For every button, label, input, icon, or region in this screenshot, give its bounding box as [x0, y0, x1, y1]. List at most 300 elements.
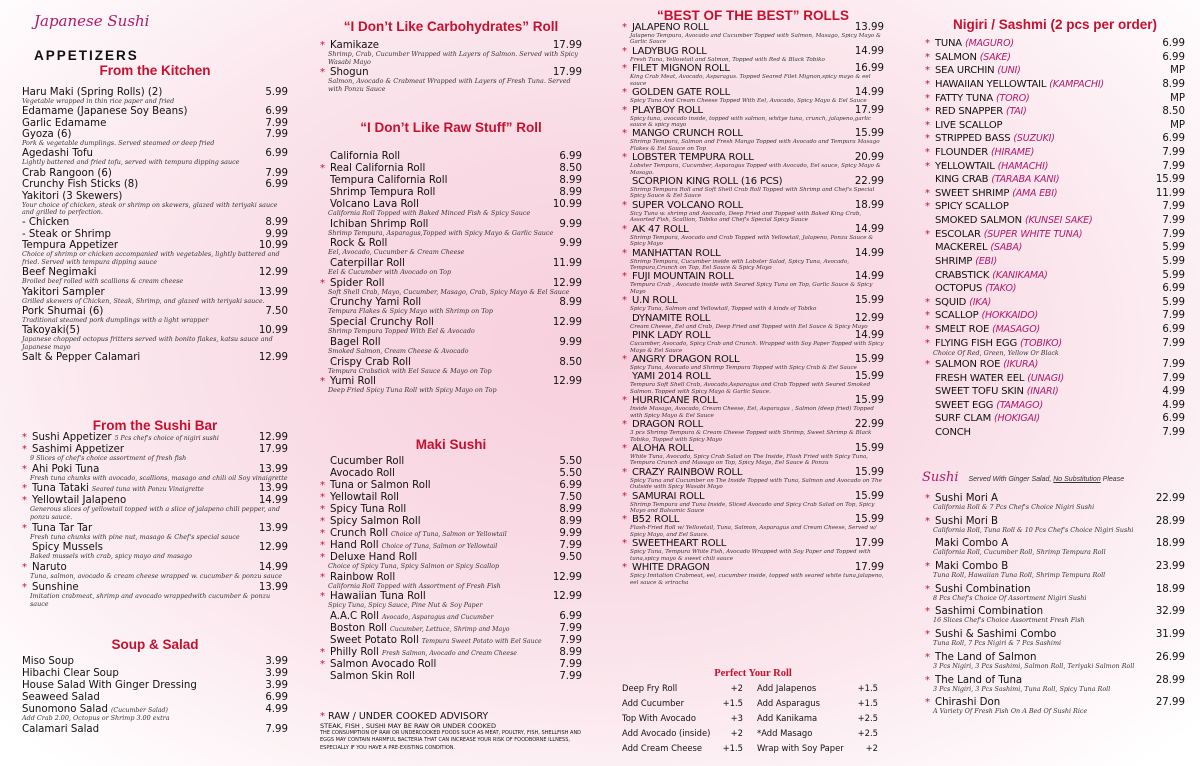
- item-description: Tuna Roll, 7 Pcs Nigiri & 7 Pcs Sashimi: [933, 639, 1062, 648]
- item-name: A.A.C Roll: [330, 611, 379, 623]
- item-name: Spider Roll: [330, 277, 385, 289]
- menu-item: [320, 528, 582, 539]
- menu-item: [622, 354, 884, 371]
- appetizers-heading: APPETIZERS: [34, 48, 139, 63]
- maki-list: [320, 456, 582, 683]
- menu-item: [22, 325, 288, 351]
- menu-item: [320, 492, 582, 503]
- item-price: 15.99: [1155, 174, 1185, 186]
- item-name-group: [622, 295, 678, 306]
- item-price: 7.99: [1162, 427, 1185, 439]
- menu-item: [22, 287, 288, 306]
- item-name: AK 47 ROLL: [632, 223, 689, 235]
- menu-item: [925, 51, 1185, 65]
- menu-item: [320, 671, 582, 682]
- item-name: Takoyaki(5): [22, 324, 80, 336]
- item-description: California Roll Topped with Baked Minced Fish & Spicy Sauce: [328, 209, 531, 217]
- menu-item-row: [320, 659, 582, 670]
- menu-item-row: [622, 87, 884, 98]
- item-price: MP: [1170, 92, 1185, 104]
- item-name-group: [622, 313, 710, 324]
- menu-item: [320, 516, 582, 527]
- item-name: Yellowtail Jalapeno: [32, 495, 127, 507]
- item-price: 5.50: [559, 468, 582, 479]
- item-name: Sushi Appetizer: [32, 432, 112, 443]
- item-name: Salt & Pepper Calamari: [22, 351, 141, 363]
- item-price: 13.99: [258, 463, 288, 475]
- menu-item-row: [320, 516, 582, 527]
- raw-star-icon: *: [22, 463, 27, 475]
- item-name-group: [622, 248, 720, 259]
- item-name: SWEET EGG: [935, 399, 994, 411]
- menu-item: [622, 248, 884, 272]
- item-name: ALOHA ROLL: [632, 442, 694, 454]
- item-price: 7.99: [265, 129, 288, 141]
- item-price: 7.99: [1162, 310, 1185, 322]
- item-price: MP: [1170, 119, 1185, 131]
- item-name: HAWAIIAN YELLOWTAIL: [935, 78, 1047, 90]
- item-japanese-name: (SUPER WHITE TUNA): [983, 228, 1083, 240]
- item-name-group: [622, 46, 707, 57]
- menu-item: [22, 704, 288, 723]
- item-name: KING CRAB: [935, 174, 989, 186]
- menu-item: [622, 46, 884, 63]
- item-name: Cucumber Roll: [330, 456, 405, 467]
- menu-item: [622, 467, 884, 491]
- item-name-group: [622, 514, 679, 525]
- menu-item-row: [925, 64, 1185, 78]
- item-description: Inside Masago, Avocado, Cream Cheese, Eel, Asparagus , Salmon (deep fried) Topped with Spicy Mayo & Eel Sauce: [630, 406, 874, 419]
- menu-item-row: [22, 179, 288, 190]
- menu-item: [320, 376, 582, 395]
- raw-star-icon: *: [320, 376, 325, 388]
- item-price: 13.99: [258, 483, 288, 495]
- item-inline-description: Seared tuna with Ponzu Vinaigrette: [91, 486, 204, 494]
- menu-item: [320, 219, 582, 238]
- item-name: Haru Maki (Spring Rolls) (2): [22, 87, 163, 98]
- item-name: CRABSTICK: [935, 269, 990, 281]
- menu-item: [925, 629, 1185, 648]
- menu-item: [320, 357, 582, 376]
- item-price: 23.99: [1155, 561, 1185, 573]
- item-description: Japanese chopped octopus fritters served with bonito flakes, katsu sauce and Japanese mayo: [22, 334, 273, 351]
- item-price: 4.99: [265, 704, 288, 715]
- item-price: 15.99: [854, 128, 884, 140]
- menu-item-row: [925, 51, 1185, 65]
- menu-item-row: [320, 623, 582, 634]
- raw-star-icon: *: [22, 581, 27, 593]
- raw-star-icon: *: [22, 432, 27, 443]
- item-price: 7.99: [1162, 160, 1185, 172]
- addon-item: [757, 713, 878, 723]
- menu-item: [622, 330, 884, 354]
- item-price: 8.99: [559, 175, 582, 186]
- raw-star-icon: *: [925, 296, 930, 308]
- item-price: 15.99: [854, 466, 884, 478]
- menu-item-row: [622, 538, 884, 549]
- item-price: 7.99: [265, 117, 288, 129]
- item-name: Rock & Roll: [330, 238, 388, 250]
- item-price: 31.99: [1155, 629, 1185, 641]
- item-name-group: [622, 152, 754, 163]
- menu-item: [622, 87, 884, 104]
- menu-item: [622, 176, 884, 200]
- item-name-group: [622, 491, 704, 502]
- item-price: 14.99: [258, 562, 288, 574]
- item-price: 22.99: [1155, 493, 1185, 504]
- item-name: Naruto: [32, 562, 67, 574]
- item-price: 18.99: [1155, 538, 1185, 550]
- item-name: DYNAMITE ROLL: [632, 312, 711, 324]
- menu-item-row: [320, 151, 582, 162]
- item-price: 8.50: [559, 163, 582, 174]
- item-name: FRESH WATER EEL: [935, 372, 1025, 384]
- item-description: Generous slices of yellowtail topped with a slice of jalapeno chili pepper, and ponzu sauce.: [30, 505, 280, 522]
- raw-star-icon: *: [925, 324, 930, 335]
- item-price: 8.99: [559, 647, 582, 659]
- item-japanese-name: (TAI): [1005, 106, 1027, 118]
- item-name-group: [925, 399, 1043, 413]
- item-price: 26.99: [1155, 651, 1185, 663]
- menu-item-row: [22, 106, 288, 117]
- raw-star-icon: *: [925, 358, 930, 370]
- raw-star-icon: *: [22, 483, 27, 495]
- item-price: 6.99: [265, 179, 288, 191]
- item-price: 4.99: [1162, 386, 1185, 398]
- item-name-group: [925, 146, 1034, 160]
- item-name: Avocado Roll: [330, 468, 395, 479]
- section-title-maki: Maki Sushi: [415, 437, 487, 452]
- menu-item: [622, 491, 884, 515]
- addon-name: Add Cucumber: [622, 698, 685, 708]
- item-name-group: [22, 668, 119, 679]
- menu-item: [622, 514, 884, 538]
- menu-item-row: [925, 105, 1185, 119]
- item-price: 13.99: [854, 22, 884, 33]
- menu-item-row: [320, 492, 582, 503]
- menu-item: [320, 480, 582, 491]
- addon-price: +1.5: [857, 698, 878, 708]
- menu-item-row: [22, 287, 288, 298]
- item-name-group: [22, 191, 122, 202]
- raw-star-icon: *: [925, 187, 930, 199]
- item-name: Tuna or Salmon Roll: [330, 480, 431, 491]
- menu-item-row: [22, 229, 288, 240]
- item-name: Pork Shumai (6): [22, 305, 104, 317]
- item-name: GOLDEN GATE ROLL: [632, 87, 731, 99]
- menu-item: [622, 443, 884, 467]
- menu-item-row: [22, 668, 288, 679]
- menu-item-row: [925, 358, 1185, 372]
- item-name: Beef Negimaki: [22, 267, 97, 279]
- item-price: 6.99: [559, 611, 582, 623]
- section-title-kitchen: From the Kitchen: [99, 63, 211, 78]
- item-name-group: [320, 623, 509, 634]
- item-price: 17.99: [854, 538, 884, 550]
- raw-star-icon: *: [925, 674, 930, 686]
- item-description: Tempura Soft Shell Crab, Avocado,Asparagus and Crab Topped with Seared Smoked Salmon. Topped with Spicy Mayo & Garlic Sauce.: [630, 382, 871, 395]
- menu-item: [622, 313, 884, 330]
- menu-item-row: [925, 241, 1185, 255]
- menu-item-row: [925, 132, 1185, 146]
- menu-item-row: [925, 160, 1185, 174]
- item-description: 3 Pcs Nigiri, 3 Pcs Sashimi, Tuna Roll, Spicy Tuna Roll: [933, 684, 1111, 693]
- addon-name: Wrap with Soy Paper: [757, 743, 844, 753]
- item-name-group: [320, 163, 425, 174]
- menu-item-row: [320, 647, 582, 658]
- item-price: 20.99: [854, 152, 884, 164]
- item-name-group: [925, 214, 1093, 228]
- item-japanese-name: (INARI): [1026, 386, 1059, 398]
- item-inline-description: Cucumber, Lettuce, Shrimp and Mayo: [389, 626, 510, 634]
- item-name-group: [320, 456, 404, 467]
- item-name-group: [22, 168, 112, 179]
- item-japanese-name: (HAMACHI): [997, 160, 1049, 172]
- menu-item-row: [22, 692, 288, 703]
- column-rolls: [320, 0, 582, 766]
- item-name: Tempura Appetizer: [22, 240, 119, 252]
- menu-item: [925, 309, 1185, 323]
- item-price: 12.99: [258, 267, 288, 279]
- item-price: 14.99: [854, 87, 884, 99]
- raw-star-icon: *: [622, 514, 627, 526]
- menu-item: [320, 468, 582, 479]
- menu-item-row: [622, 128, 884, 139]
- item-price: 9.99: [265, 228, 288, 240]
- menu-item: [320, 297, 582, 316]
- menu-item: [22, 168, 288, 179]
- item-name-group: [622, 395, 718, 406]
- item-price: 8.99: [1162, 78, 1185, 90]
- item-price: 12.99: [854, 312, 884, 324]
- menu-item: [320, 611, 582, 622]
- raw-star-icon: *: [925, 337, 930, 349]
- item-name-group: [22, 692, 100, 703]
- item-price: 15.99: [854, 490, 884, 502]
- item-name: Hibachi Clear Soup: [22, 668, 119, 679]
- item-name-group: [22, 352, 140, 363]
- item-japanese-name: (TARABA KANI): [991, 174, 1060, 186]
- item-name-group: [925, 51, 1011, 65]
- item-name-group: [320, 175, 447, 186]
- menu-item-row: [925, 296, 1185, 310]
- item-price: 13.99: [258, 522, 288, 534]
- item-name: Shogun: [330, 67, 369, 79]
- menu-item: [22, 87, 288, 106]
- item-japanese-name: (KANIKAMA): [992, 269, 1048, 281]
- raw-star-icon: *: [925, 629, 930, 641]
- item-price: 15.99: [854, 353, 884, 365]
- item-name: Spicy Mussels: [32, 542, 103, 554]
- item-name: Sashimi Combination: [935, 606, 1044, 618]
- item-japanese-name: (IKURA): [1003, 358, 1039, 370]
- menu-item: [22, 483, 288, 494]
- item-description: Tempura Crab , Avocado inside with Seared Spicy Tuna on Top, Garlic Sauce & Spicy Mayo: [630, 282, 873, 295]
- item-price: 11.99: [1155, 187, 1185, 199]
- item-price: 12.99: [552, 571, 582, 583]
- menu-item: [22, 179, 288, 190]
- item-description: Spicy Tuna, Spicy Sauce, Pine Nut & Soy Paper: [328, 601, 483, 610]
- raw-star-icon: *: [622, 104, 627, 116]
- raw-star-icon: *: [925, 583, 930, 595]
- item-name: FLYING FISH EGG: [935, 337, 1018, 349]
- item-description: Sicy Tuna w. shrimp and Avocado, Deep Fried and Topped with Baked King Crab, Assorted Fish, Scallion, Tobiko and Chef's Special Spicy Sauce: [630, 210, 862, 224]
- menu-item: [622, 419, 884, 443]
- column-appetizers: [22, 0, 288, 766]
- item-description: Eel & Cucumber with Avocado on Top: [328, 268, 452, 277]
- menu-item-row: [925, 412, 1185, 426]
- raw-star-icon: *: [320, 67, 325, 79]
- menu-item: [22, 680, 288, 691]
- menu-item: [22, 106, 288, 117]
- menu-item: [925, 358, 1185, 372]
- menu-item-row: [622, 443, 884, 454]
- item-price: 4.99: [1162, 399, 1185, 411]
- menu-item: [925, 296, 1185, 310]
- menu-item: [22, 306, 288, 325]
- menu-item-row: [925, 269, 1185, 283]
- raw-star-icon: *: [622, 466, 627, 478]
- item-name: SPICY SCALLOP: [935, 201, 1009, 213]
- menu-item: [320, 647, 582, 658]
- raw-star-icon: *: [22, 495, 27, 507]
- item-name: SAMURAI ROLL: [632, 490, 705, 502]
- menu-item-row: [925, 146, 1185, 160]
- item-price: 7.50: [265, 305, 288, 317]
- item-name-group: [925, 64, 1021, 78]
- item-price: 13.99: [258, 286, 288, 298]
- item-name: B52 ROLL: [632, 514, 680, 526]
- item-name-group: [622, 271, 734, 282]
- perfect-roll-title: Perfect Your Roll: [714, 668, 792, 679]
- item-price: 27.99: [1155, 697, 1185, 709]
- item-description: Broiled beef rolled with scallions & cream cheese: [22, 277, 184, 286]
- item-description: Fresh Tuna, Yellowtail and Salmon, Topped with Red & Black Tobiko: [630, 56, 825, 63]
- item-name-group: [320, 468, 395, 479]
- item-name: DRAGON ROLL: [632, 419, 703, 431]
- item-name-group: [925, 337, 1062, 351]
- item-name: SWEETHEART ROLL: [632, 538, 727, 550]
- item-price: 8.50: [1162, 106, 1185, 118]
- raw-advisory: [320, 711, 582, 752]
- item-name: Maki Combo A: [935, 538, 1009, 550]
- item-name-group: [925, 228, 1082, 242]
- item-name: Gyoza (6): [22, 129, 72, 141]
- menu-item: [22, 229, 288, 240]
- item-name: - Chicken: [22, 217, 70, 229]
- item-name: - Steak or Shrimp: [22, 228, 112, 240]
- sushi-list: [925, 493, 1185, 720]
- item-name: Kamikaze: [330, 40, 380, 51]
- raw-star-icon: *: [925, 92, 930, 104]
- menu-item: [320, 67, 582, 93]
- item-name-group: [320, 671, 415, 682]
- menu-item: [22, 523, 288, 542]
- item-name: Miso Soup: [22, 656, 75, 667]
- item-price: 6.99: [265, 106, 288, 118]
- item-description: Fresh tuna chunks with avocado, scallions, masago and chili oil Soy vinaigrette: [30, 473, 288, 482]
- raw-star-icon: *: [925, 493, 930, 504]
- item-name: Philly Roll: [330, 647, 379, 659]
- item-name: PLAYBOY ROLL: [632, 104, 703, 116]
- item-name: STRIPPED BASS: [935, 133, 1011, 145]
- item-name-group: [622, 87, 730, 98]
- item-name: TUNA: [935, 38, 962, 49]
- item-name: Crab Rangoon (6): [22, 167, 112, 179]
- item-name: SWEET TOFU SKIN: [935, 386, 1024, 398]
- raw-star-icon: *: [622, 199, 627, 211]
- item-price: 14.99: [854, 45, 884, 57]
- item-price: 7.99: [1162, 146, 1185, 158]
- raw-star-icon: *: [622, 538, 627, 550]
- item-description: Spicy Tuna and Cucumber on The Inside Topped with Tuna, Salmon and Avocado on The Outside with Spicy Wasabi Mayo: [630, 477, 882, 491]
- menu-item: [925, 538, 1185, 557]
- item-description: Baked mussels with crab, spicy mayo and masago: [30, 552, 192, 561]
- menu-item-row: [622, 467, 884, 478]
- raw-star-icon: *: [622, 152, 627, 164]
- item-inline-description: Tempura Sweet Potato with Eel Sauce: [421, 638, 542, 646]
- item-japanese-name: (TAKO): [985, 283, 1017, 295]
- item-name-group: [925, 200, 1009, 213]
- item-description: Tuna, salmon, avocado & cream cheese wrapped w. cucumber & ponzu sauce: [30, 572, 283, 581]
- raw-star-icon: *: [925, 146, 930, 158]
- item-price: 7.99: [1162, 337, 1185, 349]
- item-name: LIVE SCALLOP: [935, 119, 1003, 131]
- menu-item: [925, 652, 1185, 671]
- item-name: Sushi & Sashimi Combo: [935, 629, 1057, 641]
- item-japanese-name: (MAGURO): [964, 38, 1014, 49]
- item-price: 14.99: [854, 223, 884, 235]
- item-price: 12.99: [552, 591, 582, 603]
- raw-star-icon: *: [925, 106, 930, 118]
- raw-star-icon: *: [622, 22, 627, 33]
- item-name-group: [925, 132, 1055, 146]
- item-name-group: [22, 432, 219, 443]
- item-price: 6.99: [265, 692, 288, 703]
- item-name-group: [22, 179, 138, 190]
- item-description: Traditional steamed pork dumplings with a light wrapper: [22, 315, 209, 324]
- menu-item-row: [622, 313, 884, 324]
- menu-item: [622, 395, 884, 419]
- item-name-group: [622, 105, 703, 116]
- item-japanese-name: (TOBIKO): [1020, 337, 1062, 349]
- item-price: 15.99: [854, 371, 884, 383]
- item-name: Bagel Roll: [330, 336, 381, 348]
- addon-item: [622, 698, 743, 708]
- item-price: 18.99: [1155, 583, 1185, 595]
- raw-star-icon: *: [925, 65, 930, 77]
- item-description: Spicy Tuna And Cream Cheese Topped With Eel, Avocado, Spicy Mayo & Eel Sauce: [630, 98, 867, 105]
- raw-star-icon: *: [320, 571, 325, 583]
- section-title-carbs: “I Don’t Like Carbohydrates” Roll: [343, 19, 559, 34]
- item-name: PINK LADY ROLL: [632, 330, 711, 342]
- item-name-group: [925, 187, 1057, 201]
- menu-item-row: [622, 46, 884, 57]
- raw-star-icon: *: [320, 516, 325, 527]
- item-japanese-name: (AMA EBI): [1012, 187, 1058, 199]
- item-name-group: [22, 724, 99, 735]
- item-name: YAMI 2014 ROLL: [632, 371, 711, 383]
- menu-item: [622, 22, 884, 46]
- item-price: 28.99: [1155, 674, 1185, 686]
- item-name: SURF CLAM: [935, 413, 991, 425]
- item-description: King Crab Meat, Avocado, Asparagus. Topped Seared Filet Mignon,spicy mayo & eel sauce: [630, 74, 871, 87]
- item-price: 3.99: [265, 656, 288, 667]
- item-name: SMOKED SALMON: [935, 215, 1022, 226]
- item-name-group: [22, 483, 204, 494]
- item-japanese-name: (TAMAGO): [996, 399, 1043, 411]
- item-name-group: [320, 611, 493, 622]
